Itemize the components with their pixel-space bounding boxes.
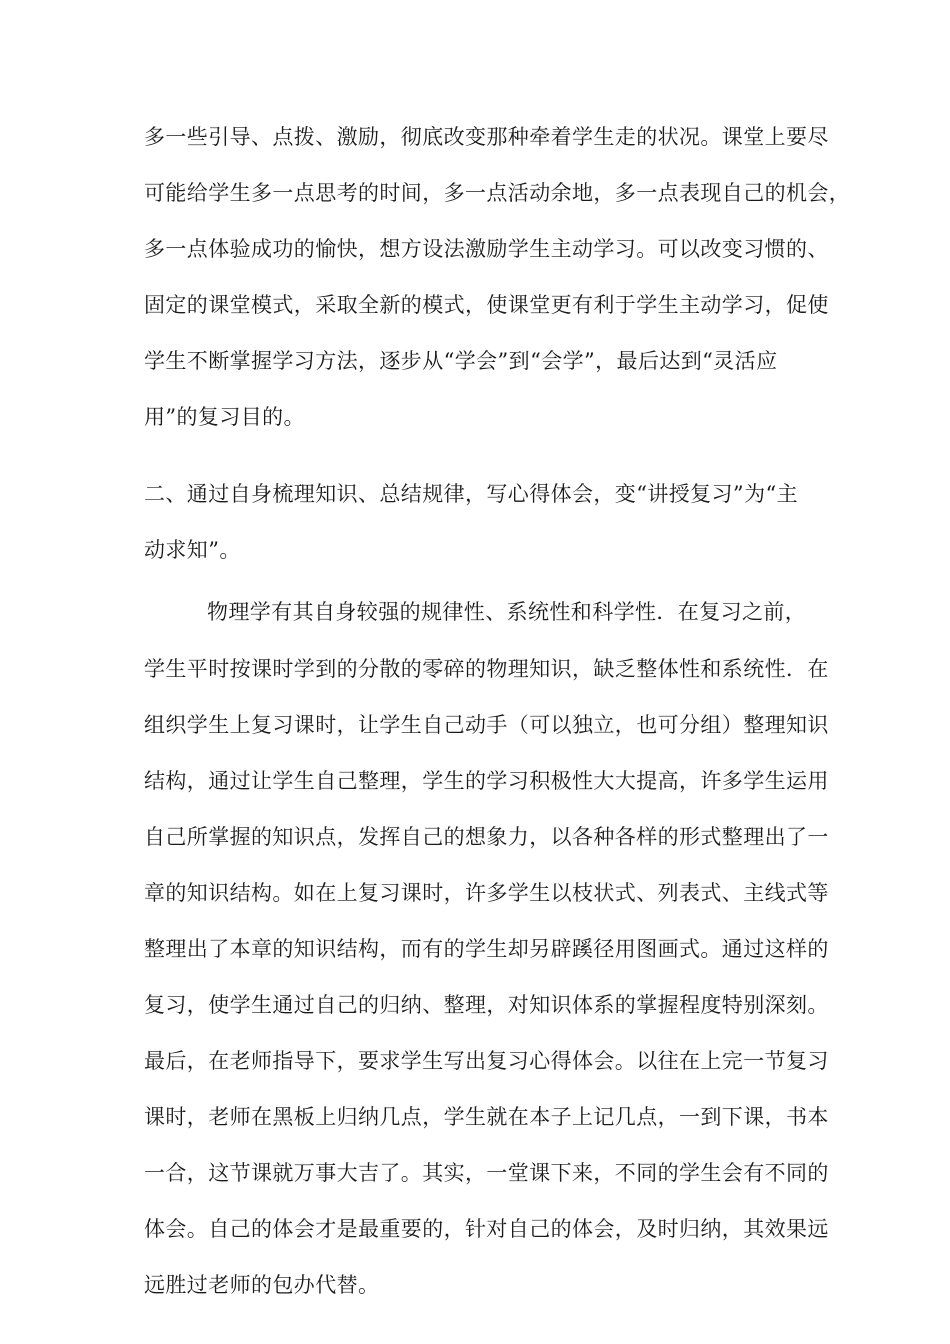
text-line: 远胜过老师的包办代替。	[144, 1273, 380, 1297]
heading-line: 动求知”。	[144, 538, 241, 562]
heading-line: 二、通过自身梳理知识、总结规律，写心得体会，变“讲授复习”为“主	[144, 482, 799, 506]
text-line: 复习，使学生通过自己的归纳、整理，对知识体系的掌握程度特别深刻。	[144, 993, 829, 1017]
text-line: 可能给学生多一点思考的时间，多一点活动余地，多一点表现自己的机会，	[144, 181, 851, 205]
text-line: 最后，在老师指导下，要求学生写出复习心得体会。以往在上完一节复习	[144, 1049, 829, 1073]
text-line: 整理出了本章的知识结构，而有的学生却另辟蹊径用图画式。通过这样的	[144, 937, 829, 961]
text-line: 用”的复习目的。	[144, 405, 305, 429]
text-line: 一合，这节课就万事大吉了。其实，一堂课下来，不同的学生会有不同的	[144, 1161, 829, 1185]
text-line: 固定的课堂模式，采取全新的模式，使课堂更有利于学生主动学习，促使	[144, 293, 829, 317]
text-line: 课时，老师在黑板上归纳几点，学生就在本子上记几点，一到下课，书本	[144, 1105, 829, 1129]
text-line: 多一些引导、点拨、激励，彻底改变那种牵着学生走的状况。课堂上要尽	[144, 125, 829, 149]
text-line: 结构，通过让学生自己整理，学生的学习积极性大大提高，许多学生运用	[144, 769, 829, 793]
text-line: 多一点体验成功的愉快，想方设法激励学生主动学习。可以改变习惯的、	[144, 237, 829, 261]
text-line: 体会。自己的体会才是最重要的，针对自己的体会，及时归纳，其效果远	[144, 1217, 829, 1241]
text-line: 自己所掌握的知识点，发挥自己的想象力，以各种各样的形式整理出了一	[144, 825, 829, 849]
text-line: 物理学有其自身较强的规律性、系统性和科学性．在复习之前，	[207, 600, 807, 624]
text-line: 学生不断掌握学习方法，逐步从“学会”到“会学”，最后达到“灵活应	[144, 349, 778, 373]
text-line: 组织学生上复习课时，让学生自己动手（可以独立，也可分组）整理知识	[144, 713, 829, 737]
text-line: 学生平时按课时学到的分散的零碎的物理知识，缺乏整体性和系统性．在	[144, 657, 829, 681]
text-line: 章的知识结构。如在上复习课时，许多学生以枝状式、列表式、主线式等	[144, 881, 829, 905]
